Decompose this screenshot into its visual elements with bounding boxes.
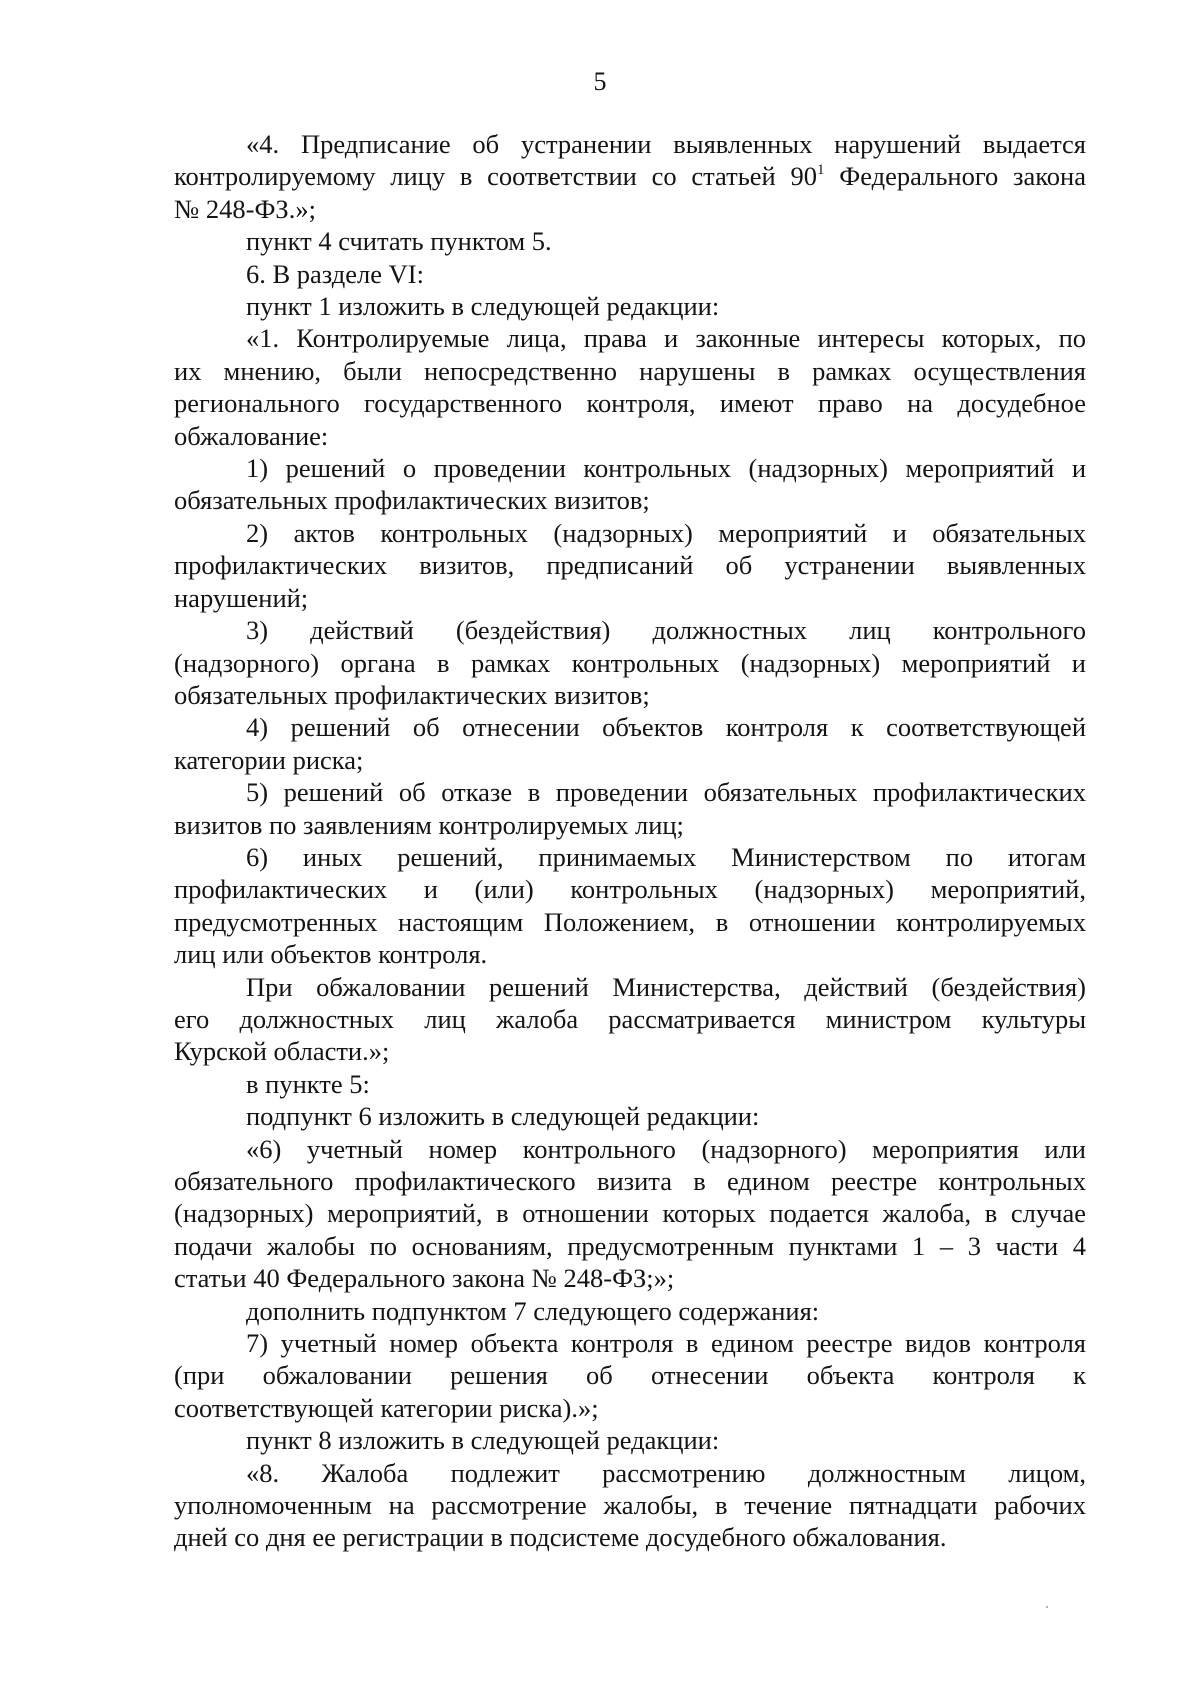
paragraph (174, 1424, 1086, 1456)
text-line: уполномоченным на рассмотрение жалобы, в течение пятнадцати рабочих (174, 1490, 1086, 1521)
paragraph-prescription (174, 128, 1086, 225)
text-line: обязательного профилактического визита в едином реестре контрольных (174, 1166, 1086, 1196)
text-line: 3) действий (бездействия) должностных лиц контрольного (246, 615, 1086, 646)
document-body (174, 128, 1086, 1554)
text-line: 4) решений об отнесении объектов контроля к соответствующей (246, 712, 1086, 743)
text-line: обжалование: (174, 420, 329, 451)
text-line: № 248-ФЗ.»; (174, 193, 316, 224)
text-line: дней со дня ее регистрации в подсистеме досудебного обжалования. (174, 1522, 947, 1553)
text-line: пункт 8 изложить в следующей редакции: (246, 1425, 720, 1456)
text-line: 5) решений об отказе в проведении обязательных профилактических (246, 777, 1086, 808)
text-line-with-footnote: контролируемому лицу в соответствии со статьей $90^1$ Федерального закона (174, 161, 1086, 192)
subclause-6 (174, 1133, 1086, 1295)
text-line: 2) актов контрольных (надзорных) мероприятий и обязательных (246, 517, 1086, 548)
text-line: предусмотренных настоящим Положением, в отношении контролируемых (174, 906, 1086, 937)
clause-8 (174, 1457, 1086, 1554)
text-line: (надзорных) мероприятий, в отношении которых подается жалоба, в случае (174, 1198, 1086, 1229)
text-line: нарушений; (174, 582, 309, 613)
text-line: обязательных профилактических визитов; (174, 485, 650, 516)
text-line: 6. В разделе VI: (246, 258, 424, 289)
text-line: дополнить подпунктом 7 следующего содержания: (246, 1295, 820, 1326)
paragraph-clause-1 (174, 322, 1086, 452)
text-line: подачи жалобы по основаниям, предусмотренным пунктами 1 – 3 части 4 (174, 1230, 1086, 1261)
text-line: «4. Предписание об устранении выявленных нарушений выдается (246, 129, 1086, 159)
page-number: 5 (593, 67, 607, 96)
text-line: 7) учетный номер объекта контроля в едином реестре видов контроля (246, 1328, 1086, 1359)
paragraph (174, 225, 1086, 257)
text-line: (надзорного) органа в рамках контрольных (надзорных) мероприятий и (174, 647, 1086, 678)
text-line: «8. Жалоба подлежит рассмотрению должностным лицом, (246, 1457, 1086, 1488)
list-item-2 (174, 517, 1086, 614)
list-item-3 (174, 614, 1086, 711)
text-line: «6) учетный номер контрольного (надзорного) мероприятия или (246, 1133, 1086, 1164)
paragraph (174, 290, 1086, 322)
text-line: регионального государственного контроля, имеют право на досудебное (174, 388, 1086, 419)
text-line: пункт 4 считать пунктом 5. (246, 226, 552, 257)
text-line: При обжаловании решений Министерства, действий (бездействия) (246, 971, 1086, 1002)
text-line: профилактических и (или) контрольных (надзорных) мероприятий, (174, 874, 1086, 905)
paragraph-appeal (174, 971, 1086, 1068)
text-line: «1. Контролируемые лица, права и законные интересы которых, по (246, 323, 1086, 354)
text-line: их мнению, были непосредственно нарушены в рамках осуществления (174, 355, 1086, 386)
list-item-6 (174, 841, 1086, 971)
text-line: (при обжаловании решения об отнесении объекта контроля к (174, 1360, 1086, 1391)
text-line: профилактических визитов, предписаний об устранении выявленных (174, 550, 1086, 581)
paragraph (174, 258, 1086, 290)
text-line: подпункт 6 изложить в следующей редакции: (246, 1101, 760, 1132)
text-line: соответствующей категории риска).»; (174, 1392, 599, 1423)
paragraph (174, 1068, 1086, 1100)
text-line: в пункте 5: (246, 1068, 370, 1099)
paragraph (174, 1295, 1086, 1327)
text-line: статьи 40 Федерального закона № 248-ФЗ;»; (174, 1263, 675, 1294)
text-line: пункт 1 изложить в следующей редакции: (246, 291, 720, 322)
list-item-1 (174, 452, 1086, 517)
paragraph (174, 1100, 1086, 1132)
text-line: Курской области.»; (174, 1036, 390, 1067)
subclause-7 (174, 1327, 1086, 1424)
text-line: обязательных профилактических визитов; (174, 679, 650, 710)
text-line: категории риска; (174, 744, 364, 775)
text-line: 1) решений о проведении контрольных (надзорных) мероприятий и (246, 453, 1086, 484)
list-item-5 (174, 776, 1086, 841)
text-line: визитов по заявлениям контролируемых лиц; (174, 809, 684, 840)
text-line: 6) иных решений, принимаемых Министерством по итогам (246, 841, 1086, 872)
list-item-4 (174, 711, 1086, 776)
superscript-index: 1 (817, 162, 825, 179)
scan-speck (1046, 1606, 1048, 1608)
text-line: лиц или объектов контроля. (174, 939, 488, 970)
text-line: его должностных лиц жалоба рассматривается министром культуры (174, 1003, 1086, 1034)
